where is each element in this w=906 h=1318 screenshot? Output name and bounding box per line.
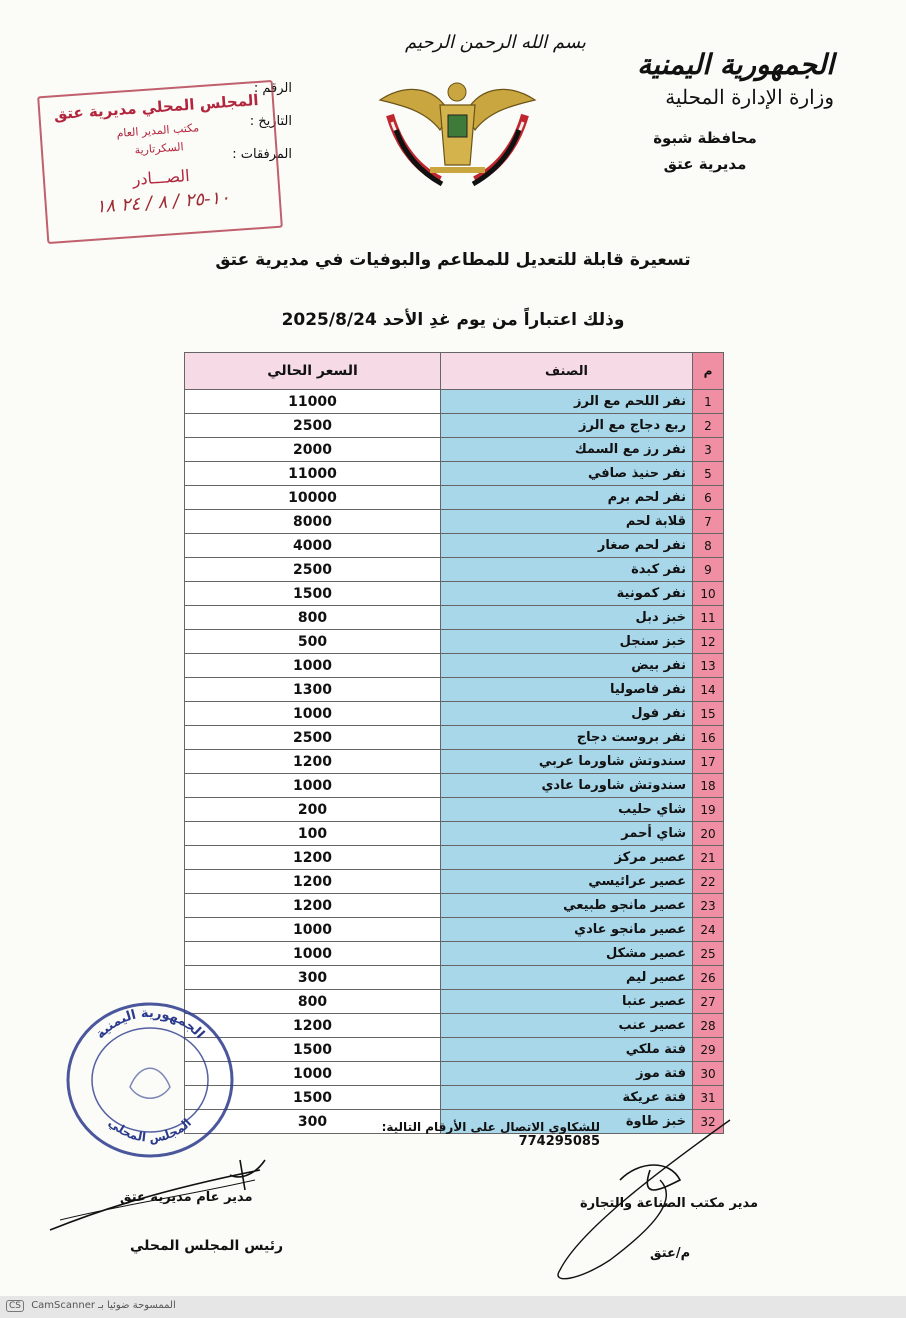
table-row	[185, 654, 724, 678]
basmala: بسم الله الرحمن الرحيم	[405, 32, 586, 53]
row-item: عصير مانجو عادي	[441, 918, 693, 942]
row-item: عصير مانجو طبيعي	[441, 894, 693, 918]
row-item: نفر فول	[441, 702, 693, 726]
row-number: 27	[693, 990, 724, 1014]
table-row	[185, 462, 724, 486]
row-price: 1000	[185, 654, 441, 678]
row-price: 1000	[185, 702, 441, 726]
row-number: 20	[693, 822, 724, 846]
table-row	[185, 894, 724, 918]
document-title: تسعيرة قابلة للتعديل للمطاعم والبوفيات في مديرية عتق	[215, 250, 691, 270]
row-price: 4000	[185, 534, 441, 558]
header-price: السعر الحالي	[185, 353, 441, 390]
stamp-line-2: مكتب المدير العام	[116, 121, 200, 140]
row-price: 1000	[185, 1062, 441, 1086]
complaints-label: للشكاوي الاتصال على الأرقام التالية:	[381, 1120, 600, 1134]
row-item: نفر فاصوليا	[441, 678, 693, 702]
row-number: 29	[693, 1038, 724, 1062]
right-signatory-subtitle: م/عتق	[650, 1246, 691, 1261]
row-price: 1200	[185, 750, 441, 774]
row-number: 11	[693, 606, 724, 630]
yemen-eagle-emblem-icon	[370, 70, 545, 195]
row-item: خبز طاوة	[441, 1110, 693, 1134]
table-row	[185, 1086, 724, 1110]
table-row	[185, 750, 724, 774]
row-price: 2500	[185, 558, 441, 582]
district-name: مديرية عتق	[663, 155, 747, 173]
row-price: 11000	[185, 390, 441, 414]
seal-top-text: الجمهورية اليمنية	[93, 1005, 208, 1043]
row-number: 10	[693, 582, 724, 606]
table-row	[185, 918, 724, 942]
row-number: 23	[693, 894, 724, 918]
table-row	[185, 390, 724, 414]
row-number: 26	[693, 966, 724, 990]
row-price: 1200	[185, 894, 441, 918]
row-item: فتة موز	[441, 1062, 693, 1086]
table-row	[185, 1014, 724, 1038]
row-price: 2500	[185, 726, 441, 750]
left-signatory-subtitle: رئيس المجلس المحلي	[130, 1238, 284, 1254]
document-subtitle: وذلك اعتباراً من يوم غدِ الأحد 2025/8/24	[281, 310, 625, 330]
row-price: 1000	[185, 774, 441, 798]
table-row	[185, 534, 724, 558]
row-item: نفر رز مع السمك	[441, 438, 693, 462]
row-price: 500	[185, 630, 441, 654]
row-price: 1500	[185, 1038, 441, 1062]
complaints-phone: 774295085	[518, 1134, 600, 1149]
row-number: 9	[693, 558, 724, 582]
row-price: 200	[185, 798, 441, 822]
row-price: 800	[185, 990, 441, 1014]
stamp-line-1: المجلس المحلي مديرية عتق	[53, 91, 260, 124]
row-item: فتة عريكة	[441, 1086, 693, 1110]
table-row	[185, 702, 724, 726]
table-row	[185, 798, 724, 822]
row-number: 21	[693, 846, 724, 870]
row-price: 2500	[185, 414, 441, 438]
row-number: 30	[693, 1062, 724, 1086]
letterhead-right	[594, 48, 834, 173]
row-number: 32	[693, 1110, 724, 1134]
row-number: 13	[693, 654, 724, 678]
row-number: 19	[693, 798, 724, 822]
row-item: سندوتش شاورما عربي	[441, 750, 693, 774]
row-number: 12	[693, 630, 724, 654]
row-number: 8	[693, 534, 724, 558]
row-number: 31	[693, 1086, 724, 1110]
row-item: نفر كمونية	[441, 582, 693, 606]
row-item: نفر لحم برم	[441, 486, 693, 510]
table-row	[185, 726, 724, 750]
table-row	[185, 510, 724, 534]
row-item: عصير ليم	[441, 966, 693, 990]
row-price: 1500	[185, 1086, 441, 1110]
row-number: 22	[693, 870, 724, 894]
table-row	[185, 438, 724, 462]
left-signatory-title: مدير عام مديرية عتق	[120, 1190, 253, 1205]
row-item: قلابة لحم	[441, 510, 693, 534]
table-row	[185, 1038, 724, 1062]
row-price: 1200	[185, 846, 441, 870]
row-item: عصير مركز	[441, 846, 693, 870]
governorate-name: محافظة شبوة	[653, 129, 757, 147]
row-item: نفر لحم صغار	[441, 534, 693, 558]
row-number: 14	[693, 678, 724, 702]
ref-attachments-label: المرفقات :	[232, 147, 292, 162]
row-price: 1200	[185, 1014, 441, 1038]
table-row	[185, 606, 724, 630]
row-item: عصير عرائيسي	[441, 870, 693, 894]
seal-bottom-text: المجلس المحلي	[105, 1115, 195, 1146]
table-row	[185, 870, 724, 894]
row-price: 10000	[185, 486, 441, 510]
row-price: 300	[185, 966, 441, 990]
stamp-line-5: ١٠-٢٥ / ٨ / ٢٤ ١٨	[95, 187, 231, 218]
row-number: 3	[693, 438, 724, 462]
row-item: عصير مشكل	[441, 942, 693, 966]
row-item: سندوتش شاورما عادي	[441, 774, 693, 798]
table-row	[185, 582, 724, 606]
row-item: عصير عنب	[441, 1014, 693, 1038]
price-table	[184, 352, 724, 1134]
stamp-line-4: الصـــادر	[131, 165, 191, 189]
row-item: ربع دجاج مع الرز	[441, 414, 693, 438]
row-number: 28	[693, 1014, 724, 1038]
row-price: 100	[185, 822, 441, 846]
table-row	[185, 942, 724, 966]
row-item: شاي حليب	[441, 798, 693, 822]
table-header-row	[185, 353, 724, 390]
header-item: الصنف	[441, 353, 693, 390]
row-number: 18	[693, 774, 724, 798]
table-body	[185, 390, 724, 1134]
footer-app-name: CamScanner	[31, 1300, 95, 1311]
complaints-line	[300, 1120, 600, 1149]
row-number: 25	[693, 942, 724, 966]
right-signatory-title: مدير مكتب الصناعة والتجارة	[580, 1196, 759, 1211]
row-number: 5	[693, 462, 724, 486]
row-item: فتة ملكي	[441, 1038, 693, 1062]
row-number: 16	[693, 726, 724, 750]
row-price: 1200	[185, 870, 441, 894]
row-number: 24	[693, 918, 724, 942]
republic-name: الجمهورية اليمنية	[637, 48, 834, 81]
local-council-round-seal	[60, 992, 240, 1162]
header-num: م	[693, 353, 724, 390]
row-price: 1300	[185, 678, 441, 702]
row-price: 300	[185, 1110, 441, 1134]
row-item: شاي أحمر	[441, 822, 693, 846]
row-item: خبز دبل	[441, 606, 693, 630]
table-row	[185, 558, 724, 582]
ministry-name: وزارة الإدارة المحلية	[665, 85, 834, 109]
row-number: 7	[693, 510, 724, 534]
row-price: 1000	[185, 918, 441, 942]
ref-date-label: التاريخ :	[249, 114, 292, 129]
row-price: 1500	[185, 582, 441, 606]
row-item: نفر اللحم مع الرز	[441, 390, 693, 414]
row-price: 11000	[185, 462, 441, 486]
row-price: 2000	[185, 438, 441, 462]
row-number: 15	[693, 702, 724, 726]
table-row	[185, 678, 724, 702]
table-row	[185, 414, 724, 438]
ref-number-label: الرقم :	[253, 81, 292, 96]
camscanner-logo-icon: CS	[6, 1300, 24, 1312]
row-item: خبز سنجل	[441, 630, 693, 654]
table-row	[185, 1062, 724, 1086]
table-row	[185, 774, 724, 798]
row-number: 2	[693, 414, 724, 438]
scanner-footer	[0, 1296, 906, 1318]
row-number: 6	[693, 486, 724, 510]
row-item: نفر كبدة	[441, 558, 693, 582]
table-row	[185, 990, 724, 1014]
table-row	[185, 486, 724, 510]
row-number: 17	[693, 750, 724, 774]
row-item: نفر حنيذ صافي	[441, 462, 693, 486]
table-row	[185, 966, 724, 990]
stamp-line-3: السكرتارية	[134, 140, 184, 157]
row-item: عصير عنبا	[441, 990, 693, 1014]
row-price: 8000	[185, 510, 441, 534]
row-price: 800	[185, 606, 441, 630]
table-row	[185, 822, 724, 846]
footer-text: الممسوحة ضوئيا بـ	[98, 1300, 176, 1311]
row-number: 1	[693, 390, 724, 414]
table-row	[185, 630, 724, 654]
table-row	[185, 846, 724, 870]
row-price: 1000	[185, 942, 441, 966]
row-item: نفر بروست دجاج	[441, 726, 693, 750]
row-item: نفر بيض	[441, 654, 693, 678]
outgoing-stamp	[37, 80, 283, 244]
